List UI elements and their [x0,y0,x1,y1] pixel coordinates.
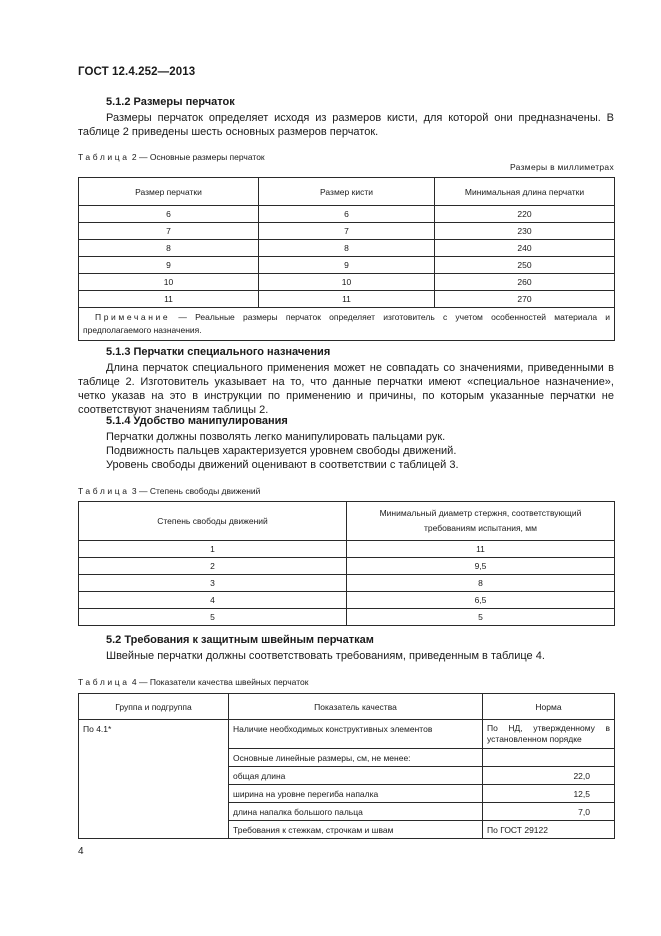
page-number: 4 [78,846,84,857]
table-cell: 7 [259,223,435,240]
section-5-2-text: Швейные перчатки должны соответствовать требованиям, приведенным в таблице 4. [106,650,545,662]
table-cell: Основные линейные размеры, см, не менее: [229,749,483,767]
section-5-1-4-line: Перчатки должны позволять легко манипулировать пальцами рук. [106,431,446,443]
table-2-header: Размер кисти [259,178,435,206]
table-cell: 220 [435,206,615,223]
table-cell [483,749,615,767]
table-2-units: Размеры в миллиметрах [509,162,614,172]
section-5-1-3-title: 5.1.3 Перчатки специального назначения [106,346,331,358]
table-4-header-row [79,694,615,720]
table-cell: 22,0 [483,767,615,785]
table-cell: 7 [79,223,259,240]
table-cell: 8 [259,240,435,257]
table-cell: 3 [79,575,347,592]
table-2-caption [78,152,265,162]
table-4-header: Группа и подгруппа [79,694,229,720]
table-row [79,609,615,626]
table-3-caption [78,486,260,496]
table-cell: 1 [79,541,347,558]
table-cell: 9,5 [347,558,615,575]
document-header: ГОСТ 12.4.252—2013 [78,66,196,78]
table-row [79,240,615,257]
table-row [79,541,615,558]
table-cell: По ГОСТ 29122 [483,821,615,839]
table-row [79,223,615,240]
section-5-1-2-title: 5.1.2 Размеры перчаток [106,96,235,108]
table-cell: 8 [347,575,615,592]
section-5-2-title: 5.2 Требования к защитным швейным перчаткам [106,634,374,646]
table-cell: 260 [435,274,615,291]
table-4-caption-word: Таблица [78,677,130,687]
table-cell: 4 [79,592,347,609]
table-2-note-row [79,308,615,341]
table-2-note-word: Примечание [95,312,171,322]
table-3-caption-word: Таблица [78,486,130,496]
section-5-1-4-line: Уровень свободы движений оценивают в соответствии с таблицей 3. [106,459,459,471]
table-2 [78,177,615,341]
table-3 [78,501,615,626]
table-cell: 5 [347,609,615,626]
table-cell: 12,5 [483,785,615,803]
table-cell: 9 [259,257,435,274]
table-row [79,575,615,592]
table-row [79,558,615,575]
table-row [79,291,615,308]
table-4-caption-rest: 4 — Показатели качества швейных перчаток [129,677,309,687]
table-4-group: По 4.1* [79,720,229,839]
table-row [79,274,615,291]
table-cell: 11 [79,291,259,308]
table-4-caption [78,677,308,687]
table-cell: 6 [259,206,435,223]
table-row [79,206,615,223]
section-5-1-2-text: Размеры перчаток определяет исходя из размеров кисти, для которой они предназначены. В таблице 2 приведены шесть основных размеров перчаток. [78,112,614,138]
table-row [79,257,615,274]
section-5-1-4-line: Подвижность пальцев характеризуется уровнем свободы движений. [106,445,457,457]
table-cell: 5 [79,609,347,626]
table-cell: ширина на уровне перегиба напалка [229,785,483,803]
table-cell: 240 [435,240,615,257]
table-row [79,592,615,609]
table-3-caption-rest: 3 — Степень свободы движений [129,486,261,496]
table-cell: Требования к стежкам, строчкам и швам [229,821,483,839]
table-cell: 11 [347,541,615,558]
table-row [79,720,615,749]
table-cell: 250 [435,257,615,274]
section-5-1-3-text: Длина перчаток специального применения может не совпадать со значениями, приведенными в таблице 2. Изготовитель указывает на то, что данные перчатки имеют «специальное назначение», четко указав на это в инструкции по применению и причины, по которым указанные перчатки не соответствуют значениям таблицы 2. [78,362,614,416]
section-5-1-4-title: 5.1.4 Удобство манипулирования [106,415,288,427]
table-cell: 10 [259,274,435,291]
table-2-header-row [79,178,615,206]
table-cell: 2 [79,558,347,575]
table-cell: 6 [79,206,259,223]
table-cell: 7,0 [483,803,615,821]
table-cell: длина напалка большого пальца [229,803,483,821]
table-cell: Наличие необходимых конструктивных элементов [229,720,483,749]
table-2-note-text: — Реальные размеры перчаток определяет изготовитель с учетом особенностей материала и предполагаемого назначения. [83,312,610,335]
table-cell: 10 [79,274,259,291]
table-3-header-row [79,502,615,541]
table-4 [78,693,615,839]
table-cell: 11 [259,291,435,308]
table-2-caption-word: Таблица [78,152,130,162]
table-4-header: Норма [483,694,615,720]
table-2-header: Размер перчатки [79,178,259,206]
table-cell: 230 [435,223,615,240]
table-3-header: Степень свободы движений [79,502,347,541]
table-2-caption-rest: 2 — Основные размеры перчаток [129,152,265,162]
table-4-header: Показатель качества [229,694,483,720]
table-cell: По НД, утвержденному в установленном порядке [483,720,615,749]
table-cell: 270 [435,291,615,308]
table-2-header: Минимальная длина перчатки [435,178,615,206]
table-cell: общая длина [229,767,483,785]
table-cell: 8 [79,240,259,257]
table-cell: 6,5 [347,592,615,609]
table-cell: 9 [79,257,259,274]
table-3-header: Минимальный диаметр стержня, соответствующий требованиям испытания, мм [347,502,615,541]
table-2-note [79,308,615,341]
